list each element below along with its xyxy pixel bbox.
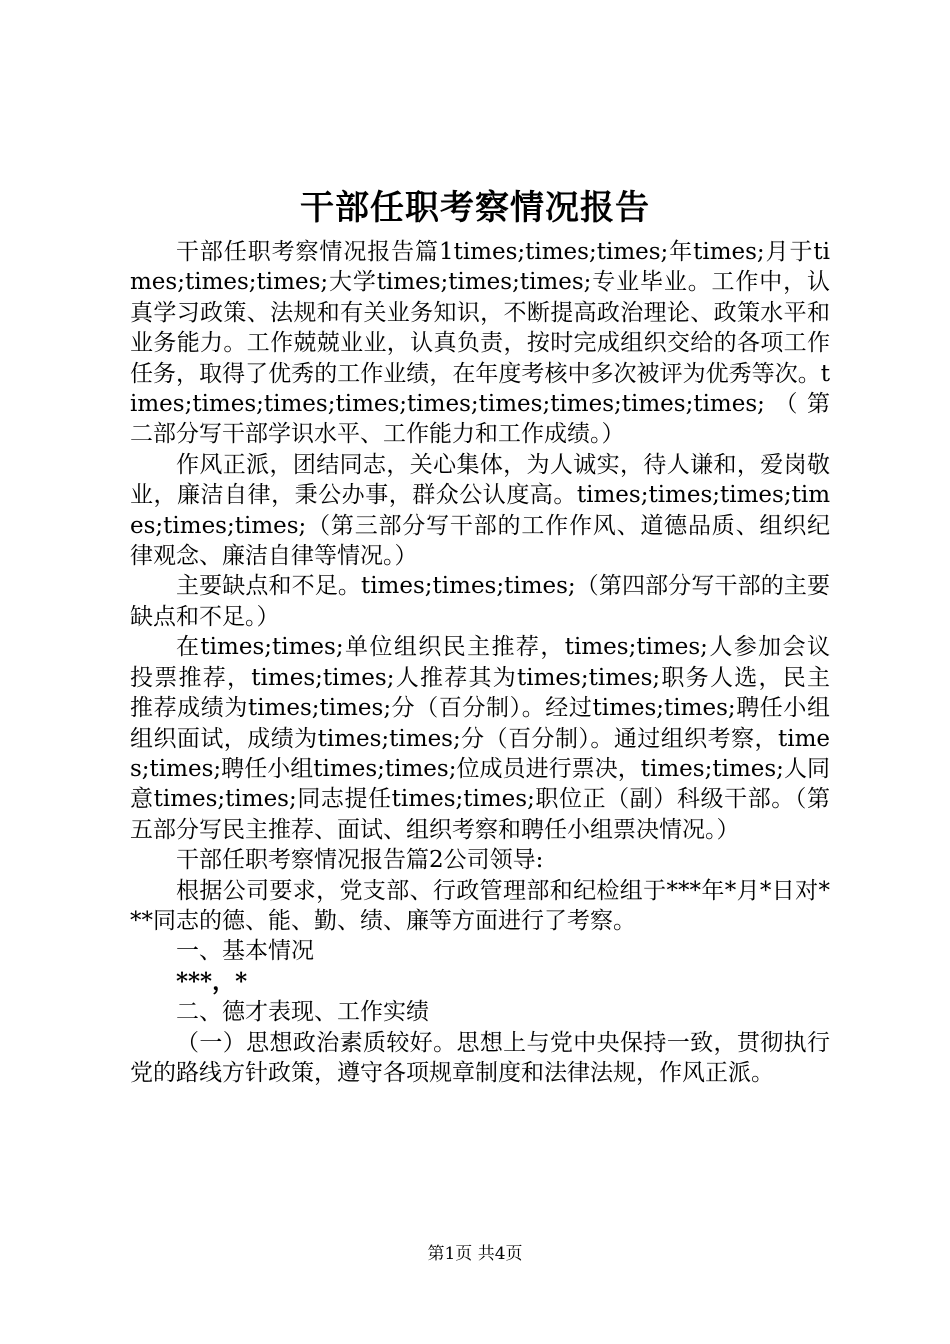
basic-info-line: ***，* xyxy=(176,967,248,995)
paragraph-1: 干部任职考察情况报告篇1times;times;times;年times;月于times;times;times;大学times;times;times;专业毕业。工作中，认真学习政策、法规和有关业务知识，不断提高政治理论、政策水平和业务能力。工作兢兢业业，认真负责，按时完成组织交给的各项工作任务，取得了优秀的工作业绩，在年度考核中多次被评为优秀等次。times;times;times;times;times;times;times;times;times;（第二部分写干部学识水平、工作能力和工作成绩。） xyxy=(130,239,830,448)
section-heading-basic-info: 一、基本情况 xyxy=(176,938,314,965)
paragraph-political-quality: （一）思想政治素质较好。思想上与党中央保持一致，贯彻执行党的路线方针政策，遵守各项规章制度和法律法规，作风正派。 xyxy=(130,1029,830,1086)
paragraph-2: 作风正派，团结同志，关心集体，为人诚实，待人谦和，爱岗敬业，廉洁自律，秉公办事，群众公认度高。times;times;times;times;times;times;（第三部分写干部的工作作风、道德品质、组织纪律观念、廉洁自律等情况。） xyxy=(130,451,830,570)
page-footer: 第1页 共4页 xyxy=(427,1244,523,1264)
document-title: 干部任职考察情况报告 xyxy=(300,188,650,228)
paragraph-5: 干部任职考察情况报告篇2公司领导: xyxy=(176,847,544,874)
document-body xyxy=(130,237,830,1088)
paragraph-4: 在times;times;单位组织民主推荐，times;times;人参加会议投票推荐，times;times;人推荐其为times;times;职务人选，民主推荐成绩为times;times;分（百分制）。经过times;times;聘任小组组织面试，成绩为times;times;分（百分制）。通过组织考察，times;times;聘任小组times;times;位成员进行票决，times;times;人同意times;times;同志提任times;times;职位正（副）科级干部。（第五部分写民主推荐、面试、组织考察和聘任小组票决情况。） xyxy=(130,634,830,843)
paragraph-3: 主要缺点和不足。times;times;times;（第四部分写干部的主要缺点和不足。） xyxy=(130,573,830,630)
paragraph-6: 根据公司要求，党支部、行政管理部和纪检组于***年*月*日对***同志的德、能、勤、绩、廉等方面进行了考察。 xyxy=(130,877,830,934)
section-heading-performance: 二、德才表现、工作实绩 xyxy=(176,999,429,1026)
